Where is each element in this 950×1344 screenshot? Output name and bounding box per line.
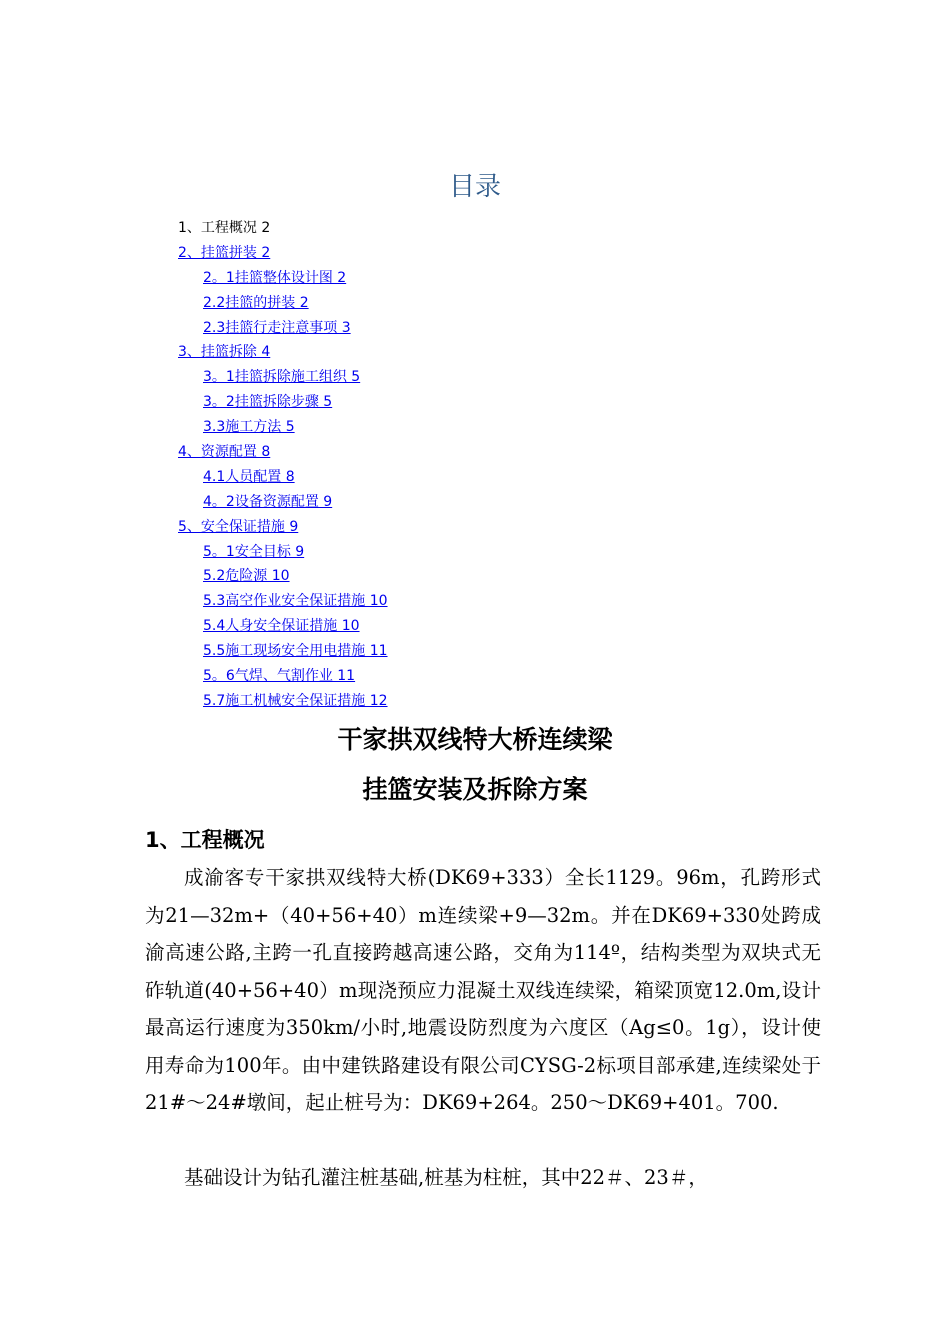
toc-item[interactable]: 5.7施工机械安全保证措施 12 [203,692,388,709]
toc-item[interactable]: 5.5施工现场安全用电措施 11 [203,643,388,660]
toc-item[interactable]: 5.3高空作业安全保证措施 10 [203,593,388,610]
toc-title: 目录 [448,172,501,202]
toc-item[interactable]: 3、挂篮拆除 4 [178,344,271,361]
toc-item[interactable]: 4。2设备资源配置 9 [203,493,333,510]
toc-item[interactable]: 2。1挂篮整体设计图 2 [203,269,347,286]
toc-item[interactable]: 3。1挂篮拆除施工组织 5 [203,369,361,386]
toc-item[interactable]: 2.2挂篮的拼装 2 [203,294,309,311]
toc-item[interactable]: 5.4人身安全保证措施 10 [203,618,360,635]
body-paragraph: 基础设计为钻孔灌注桩基础,桩基为柱桩，其中22＃、23＃， [184,1166,708,1189]
section-heading: 1、工程概况 [145,828,265,852]
toc-item[interactable]: 4、资源配置 8 [178,444,271,461]
toc-item[interactable]: 5、安全保证措施 9 [178,518,299,535]
toc-item[interactable]: 3。2挂篮拆除步骤 5 [203,394,333,411]
body-paragraph: 成渝客专干家拱双线特大桥(DK69+333）全长1129。96m，孔跨形式为21—32m+（40+56+40）m连续梁+9—32m。并在DK69+330处跨成渝高速公路,主跨一孔直接跨越高速公路，交角为114º，结构类型为双块式无砟轨道(40+56+40）m现浇预应力混凝土双线连续梁，箱梁顶宽12.0m,设计最高运行速度为350km/小时,地震设防烈度为六度区（Ag≤0。1g），设计使用寿命为100年。由中建铁路建设有限公司CYSG-2标项目部承建,连续梁处于21#～24#墩间，起止桩号为：DK69+264。250～DK69+401。700. [145,866,821,1114]
toc-item: 1、工程概况 2 [178,220,271,236]
toc-item[interactable]: 3.3施工方法 5 [203,419,295,436]
toc-item[interactable]: 2.3挂篮行走注意事项 3 [203,319,351,336]
toc-item[interactable]: 5。1安全目标 9 [203,543,305,560]
document-title-line1: 干家拱双线特大桥连续梁 [337,725,613,754]
toc-item[interactable]: 5.2危险源 10 [203,568,290,585]
toc-item[interactable]: 5。6气焊、气割作业 11 [203,668,356,685]
table-of-contents [0,216,950,714]
toc-item[interactable]: 4.1人员配置 8 [203,468,295,485]
toc-item[interactable]: 2、挂篮拼装 2 [178,244,271,261]
document-title-line2: 挂篮安装及拆除方案 [362,775,588,804]
